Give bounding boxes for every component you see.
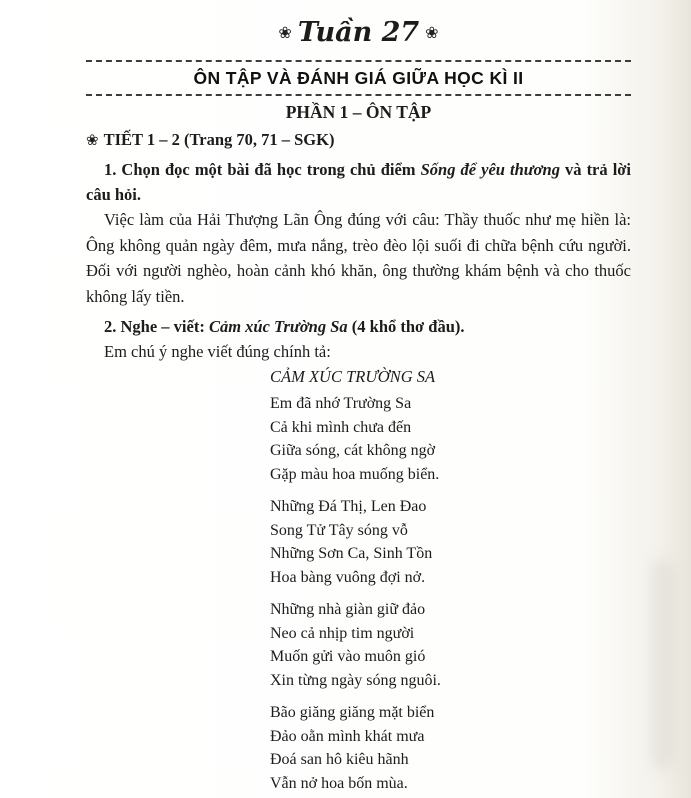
poem-line: Em đã nhớ Trường Sa <box>270 395 412 412</box>
task-1-lead: 1. Chọn đọc một bài đã học trong chủ điểm <box>104 160 421 179</box>
poem-line: Những nhà giàn giữ đảo <box>270 601 426 618</box>
lesson-heading-text: TIẾT 1 – 2 (Trang 70, 71 – SGK) <box>103 130 335 149</box>
page-title: ÔN TẬP VÀ ĐÁNH GIÁ GIỮA HỌC KÌ II <box>193 68 524 88</box>
flower-icon: ❀ <box>425 23 439 42</box>
poem-stanza-4 <box>270 701 631 795</box>
poem-stanza-2 <box>270 495 631 589</box>
poem-line: Hoa bàng vuông đợi nở. <box>270 568 426 586</box>
poem-line: Những Sơn Ca, Sinh Tồn <box>270 545 433 562</box>
poem-line: Neo cả nhịp tim người <box>270 624 415 642</box>
poem-line: Gặp màu hoa muống biển. <box>270 465 440 483</box>
task-2-tail: (4 khổ thơ đầu). <box>347 317 465 336</box>
poem-stanza-3 <box>270 598 631 692</box>
poem-line: Cả khi mình chưa đến <box>270 418 412 436</box>
task-2-lead: 2. Nghe – viết: <box>104 317 209 336</box>
poem-line: Vẫn nở hoa bốn mùa. <box>270 774 408 792</box>
poem-line: Đoá san hô kiêu hãnh <box>270 751 409 768</box>
poem <box>270 366 631 795</box>
poem-title: CẢM XÚC TRƯỜNG SA <box>270 367 436 386</box>
title-block <box>86 60 631 96</box>
task-2-poem-title: Cảm xúc Trường Sa <box>208 317 348 336</box>
week-banner-label: Tuần 27 <box>297 17 420 48</box>
lesson-heading <box>86 128 631 153</box>
task-1 <box>86 157 631 207</box>
answer-paragraph: Việc làm của Hải Thượng Lãn Ông đúng với câu: Thầy thuốc như mẹ hiền là: Ông không quản ngày đêm, mưa nắng, trèo đèo lội suối đi chữa bệnh cứu người. Đối với người nghèo, hoàn cảnh khó khăn, ông thường khám bệnh và cho thuốc không lấy tiền. <box>86 210 631 306</box>
task-1-tail: và trả lời câu hỏi. <box>86 160 631 204</box>
poem-line: Song Tử Tây sóng vỗ <box>270 521 408 539</box>
poem-line: Bão giăng giăng mặt biển <box>270 704 435 721</box>
poem-line: Đảo oằn mình khát mưa <box>270 727 425 745</box>
week-banner <box>86 18 631 48</box>
scan-edge-smudge <box>651 560 673 770</box>
poem-stanza-1 <box>270 392 631 486</box>
section-title: PHẦN 1 – ÔN TẬP <box>285 102 432 122</box>
task-1-topic-title: Sống để yêu thương <box>420 160 560 179</box>
instruction-line: Em chú ý nghe viết đúng chính tả: <box>104 342 331 361</box>
poem-line: Muốn gửi vào muôn gió <box>270 648 426 665</box>
flower-icon: ❀ <box>278 23 292 42</box>
poem-line: Những Đá Thị, Len Đao <box>270 498 427 515</box>
flower-icon: ❀ <box>86 133 99 149</box>
poem-line: Xin từng ngày sóng nguôi. <box>270 671 441 689</box>
poem-line: Giữa sóng, cát không ngờ <box>270 442 436 459</box>
task-2 <box>86 314 631 339</box>
